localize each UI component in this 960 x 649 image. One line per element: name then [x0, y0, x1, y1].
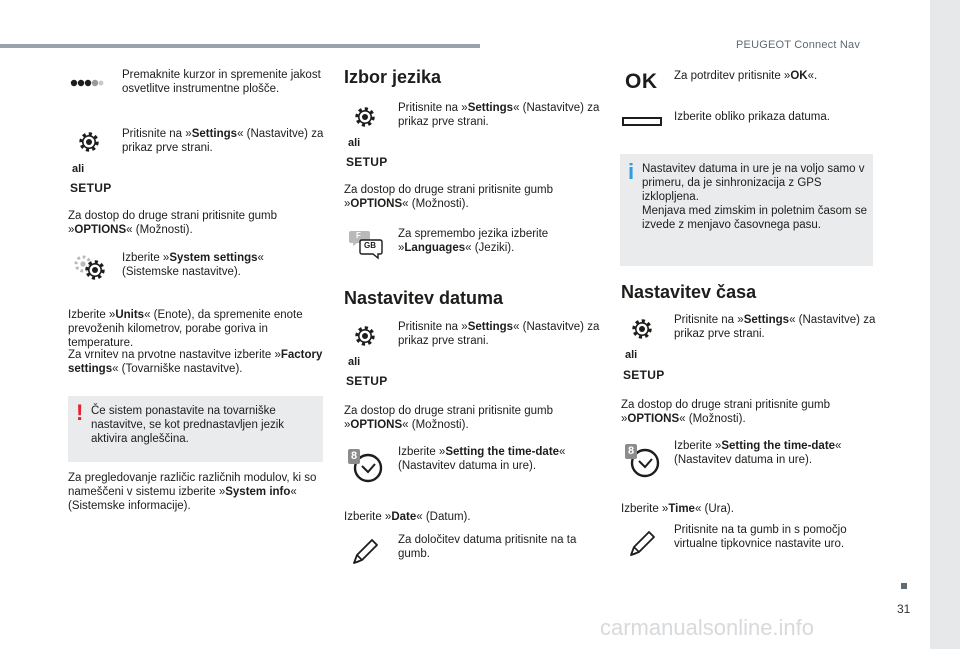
time-date-post: « (Nastavitev datuma in ure).: [674, 440, 842, 466]
units-instruction: [68, 308, 323, 350]
system-post: « (Sistemske nastavitve).: [122, 252, 264, 278]
date-time-instruction: [398, 445, 598, 473]
ali-label: ali: [625, 349, 638, 361]
date-pick-instruction: [344, 510, 599, 524]
setup-button-label: SETUP: [346, 155, 388, 169]
date-time-bold: Setting the time-date: [445, 446, 560, 458]
lang-options-pre: Za dostop do druge strani pritisnite gumb »: [344, 184, 554, 210]
system-settings-instruction: [122, 251, 322, 279]
warning-text: Če sistem ponastavite na tovarniške nastavitve, se kot prednastavljen jezik aktivira angleščina.: [91, 405, 285, 445]
settings-bold: Settings: [191, 128, 238, 140]
lang-select-bold: Languages: [404, 242, 466, 254]
date-heading: Nastavitev datuma: [344, 288, 504, 308]
ali-label: ali: [348, 137, 361, 149]
time-options-pre: Za dostop do druge strani pritisnite gumb »: [621, 399, 831, 425]
settings-instruction: [122, 127, 327, 155]
language-heading: Izbor jezika: [344, 67, 442, 87]
options-post: « (Možnosti).: [126, 224, 193, 236]
info-text-2: Menjava med zimskim in poletnim časom se izvede z menjavo časovnega pasu.: [642, 205, 867, 231]
lang-settings-post: « (Nastavitve) za prikaz prve strani.: [398, 102, 600, 128]
time-pick-pre: Izberite »: [621, 503, 669, 515]
date-time-post: « (Nastavitev datuma in ure).: [398, 446, 566, 472]
time-date-instruction: [674, 439, 874, 467]
ok-pre: Za potrditev pritisnite »: [674, 70, 791, 82]
system-bold: System settings: [169, 252, 258, 264]
factory-instruction: [68, 348, 323, 376]
lang-select-pre: Za spremembo jezika izberite »: [398, 228, 549, 254]
time-pick-instruction: [621, 502, 876, 516]
factory-pre: Za vrnitev na prvotne nastavitve izberite »: [68, 349, 281, 361]
gear-icon: [629, 316, 655, 347]
gear-icon: [352, 323, 378, 354]
ok-post: «.: [807, 70, 818, 82]
time-pick-post: « (Ura).: [694, 503, 734, 515]
date-format-field-icon: [622, 117, 662, 126]
date-options-bold: OPTIONS: [350, 419, 403, 431]
options-pre: Za dostop do druge strani pritisnite gumb »: [68, 210, 278, 236]
setup-button-label: SETUP: [70, 181, 112, 195]
date-options-pre: Za dostop do druge strani pritisnite gumb »: [344, 405, 554, 431]
time-keyboard-instruction: Pritisnite na ta gumb in s pomočjo virtualne tipkovnice nastavite uro.: [674, 524, 847, 550]
system-info-instruction: [68, 471, 323, 513]
options-bold: OPTIONS: [74, 224, 127, 236]
time-settings-pre: Pritisnite na »: [674, 314, 744, 326]
date-pick-pre: Izberite »: [344, 511, 392, 523]
time-heading: Nastavitev časa: [621, 282, 757, 302]
setup-button-label: SETUP: [623, 368, 665, 382]
date-options-post: « (Možnosti).: [402, 419, 469, 431]
time-options-bold: OPTIONS: [627, 413, 680, 425]
time-options-post: « (Možnosti).: [679, 413, 746, 425]
factory-bold: Factory settings: [68, 349, 323, 375]
lang-settings-bold: Settings: [467, 102, 514, 114]
language-flag-icon: [348, 228, 384, 260]
units-post: « (Enote), da spremenite enote prevoženih kilometrov, porabe goriva in temperature.: [68, 309, 303, 349]
gear-icon: [76, 129, 102, 160]
date-settings-post: « (Nastavitve) za prikaz prve strani.: [398, 321, 600, 347]
clock-badge: 8: [351, 450, 358, 462]
side-strip: [930, 0, 960, 649]
system-settings-gear-icon: [70, 252, 112, 289]
time-settings-instruction: [674, 313, 879, 341]
page-marker: [901, 583, 907, 589]
info-text: [642, 162, 867, 232]
warning-icon: !: [76, 400, 84, 425]
time-date-bold: Setting the time-date: [721, 440, 836, 452]
pencil-icon: [627, 527, 659, 564]
settings-pre: Pritisnite na »: [122, 128, 192, 140]
ali-label: ali: [348, 356, 361, 368]
info-note: [620, 154, 873, 266]
info-bold: System info: [225, 486, 291, 498]
setup-button-label: SETUP: [346, 374, 388, 388]
header-rule: [0, 44, 480, 48]
info-pre: Za pregledovanje različic različnih modulov, ki so nameščeni v sistemu izberite »: [68, 472, 317, 498]
settings-post: « (Nastavitve) za prikaz prve strani.: [122, 128, 324, 154]
gear-icon: [352, 104, 378, 135]
clock-badge: 8: [628, 445, 635, 457]
time-settings-bold: Settings: [743, 314, 790, 326]
time-pick-bold: Time: [668, 503, 695, 515]
language-options-instruction: [344, 183, 599, 211]
flag-f-label: F: [356, 231, 361, 240]
date-pick-post: « (Datum).: [416, 511, 471, 523]
lang-select-post: « (Jeziki).: [465, 242, 515, 254]
brightness-dots-icon: [70, 76, 104, 95]
date-options-instruction: [344, 404, 599, 432]
lang-options-post: « (Možnosti).: [402, 198, 469, 210]
date-time-pre: Izberite »: [398, 446, 446, 458]
clock-icon: [624, 442, 660, 480]
info-icon: i: [628, 159, 635, 184]
ok-bold: OK: [790, 70, 808, 82]
lang-settings-pre: Pritisnite na »: [398, 102, 468, 114]
ali-label: ali: [72, 163, 85, 175]
options-instruction: [68, 209, 323, 237]
language-select-instruction: [398, 227, 598, 255]
time-date-pre: Izberite »: [674, 440, 722, 452]
running-title: PEUGEOT Connect Nav: [736, 39, 861, 51]
date-keyboard-instruction: Za določitev datuma pritisnite na ta gumb.: [398, 534, 577, 560]
time-options-instruction: [621, 398, 876, 426]
factory-post: « (Tovarniške nastavitve).: [112, 363, 243, 375]
date-format-instruction: Izberite obliko prikaza datuma.: [674, 111, 830, 123]
page-number: 31: [897, 602, 911, 616]
cursor-instruction: Premaknite kurzor in spremenite jakost osvetlitve instrumentne plošče.: [122, 69, 321, 95]
units-pre: Izberite »: [68, 309, 116, 321]
time-settings-post: « (Nastavitve) za prikaz prve strani.: [674, 314, 876, 340]
lang-options-bold: OPTIONS: [350, 198, 403, 210]
warning-note: [68, 396, 323, 462]
date-settings-instruction: [398, 320, 603, 348]
info-post: « (Sistemske informacije).: [68, 486, 297, 512]
language-settings-instruction: [398, 101, 603, 129]
info-text-1: Nastavitev datuma in ure je na voljo samo v primeru, da je sinhronizacija z GPS izklopljena.: [642, 163, 865, 203]
flag-gb-label: GB: [364, 241, 376, 250]
clock-icon: [347, 447, 383, 485]
system-pre: Izberite »: [122, 252, 170, 264]
date-settings-pre: Pritisnite na »: [398, 321, 468, 333]
watermark: carmanualsonline.info: [600, 615, 815, 640]
pencil-icon: [350, 535, 382, 572]
units-bold: Units: [115, 309, 145, 321]
date-settings-bold: Settings: [467, 321, 514, 333]
ok-instruction: [674, 69, 874, 83]
ok-label: OK: [625, 70, 658, 93]
date-pick-bold: Date: [391, 511, 417, 523]
